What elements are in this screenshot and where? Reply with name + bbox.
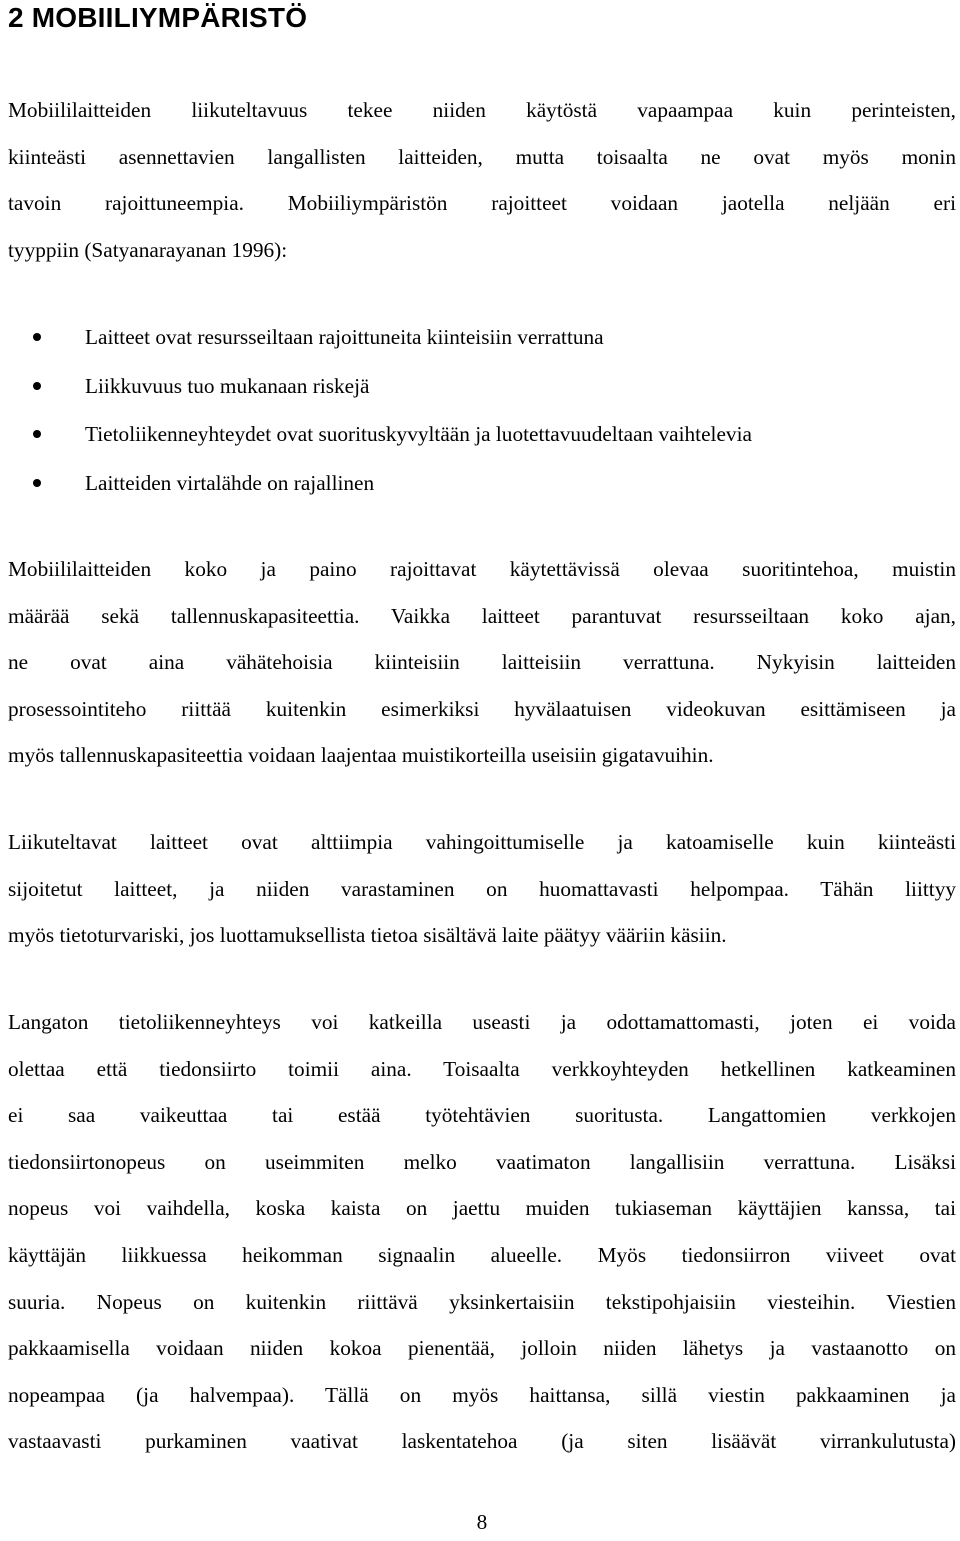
paragraph-line: nopeus voi vaihdella, koska kaista on jaettu muiden tukiaseman käyttäjien kanssa, tai (8, 1196, 956, 1221)
bullet-icon (33, 333, 41, 341)
paragraph-connectivity (8, 999, 956, 1465)
paragraph-line: pakkaamisella voidaan niiden kokoa pienentää, jolloin niiden lähetys ja vastaanotto on (8, 1336, 956, 1361)
paragraph-line: ei saa vaikeuttaa tai estää työtehtävien suoritusta. Langattomien verkkojen (8, 1103, 956, 1128)
paragraph-line: myös tallennuskapasiteettia voidaan laajentaa muistikorteilla useisiin gigatavuihin. (8, 743, 714, 768)
paragraph-line: käyttäjän liikkuessa heikomman signaalin alueelle. Myös tiedonsiirron viiveet ovat (8, 1242, 956, 1267)
paragraph-line: tiedonsiirtonopeus on useimmiten melko vaatimaton langallisiin verrattuna. Lisäksi (8, 1149, 956, 1174)
paragraph-line: tavoin rajoittuneempia. Mobiiliympäristön rajoitteet voidaan jaotella neljään eri (8, 191, 956, 216)
paragraph-line: ne ovat aina vähätehoisia kiinteisiin laitteisiin verrattuna. Nykyisin laitteiden (8, 650, 956, 675)
paragraph-line: olettaa että tiedonsiirto toimii aina. Toisaalta verkkoyhteyden hetkellinen katkeaminen (8, 1056, 956, 1081)
page-number: 8 (476, 1510, 488, 1534)
paragraph-line: suuria. Nopeus on kuitenkin riittävä yksinkertaisiin tekstipohjaisiin viesteihin. Viestien (8, 1289, 956, 1314)
paragraph-line: sijoitetut laitteet, ja niiden varastaminen on huomattavasti helpompaa. Tähän liittyy (8, 876, 956, 901)
paragraph-line: tyyppiin (Satyanarayanan 1996): (8, 237, 288, 262)
list-item-text: Laitteiden virtalähde on rajallinen (85, 470, 375, 495)
paragraph-mobility-risks (8, 819, 956, 959)
chapter-heading: 2 MOBIILIYMPÄRISTÖ (8, 2, 308, 33)
bullet-icon (33, 382, 41, 390)
paragraph-line: myös tietoturvariski, jos luottamuksellista tietoa sisältävä laite päätyy vääriin käsiin. (8, 923, 727, 948)
list-item-text: Liikkuvuus tuo mukanaan riskejä (85, 373, 370, 398)
bullet-icon (33, 479, 41, 487)
paragraph-line: määrää sekä tallennuskapasiteettia. Vaikka laitteet parantuvat resursseiltaan koko ajan, (8, 603, 956, 628)
paragraph-line: vastaavasti purkaminen vaativat laskentatehoa (ja siten lisäävät virrankulutusta) (8, 1429, 956, 1454)
paragraph-line: kiinteästi asennettavien langallisten laitteiden, mutta toisaalta ne ovat myös monin (8, 144, 956, 169)
paragraph-line: nopeampaa (ja halvempaa). Tällä on myös haittansa, sillä viestin pakkaaminen ja (8, 1382, 956, 1407)
paragraph-line: Liikuteltavat laitteet ovat alttiimpia vahingoittumiselle ja katoamiselle kuin kiinteästi (8, 830, 956, 854)
paragraph-line: Langaton tietoliikenneyhteys voi katkeilla useasti ja odottamattomasti, joten ei voida (8, 1010, 956, 1034)
bullet-icon (33, 430, 41, 438)
paragraph-line: prosessointiteho riittää kuitenkin esimerkiksi hyvälaatuisen videokuvan esittämiseen ja (8, 696, 956, 721)
list-item-text: Laitteet ovat resursseiltaan rajoittuneita kiinteisiin verrattuna (85, 325, 604, 349)
paragraph-intro (8, 87, 956, 273)
paragraph-line: Mobiililaitteiden koko ja paino rajoittavat käytettävissä olevaa suoritintehoa, muistin (8, 557, 956, 581)
paragraph-line: Mobiililaitteiden liikuteltavuus tekee niiden käytöstä vapaampaa kuin perinteisten, (8, 98, 956, 122)
list-item-text: Tietoliikenneyhteydet ovat suorituskyvyltään ja luotettavuudeltaan vaihtelevia (85, 422, 752, 446)
paragraph-resources (8, 546, 956, 779)
